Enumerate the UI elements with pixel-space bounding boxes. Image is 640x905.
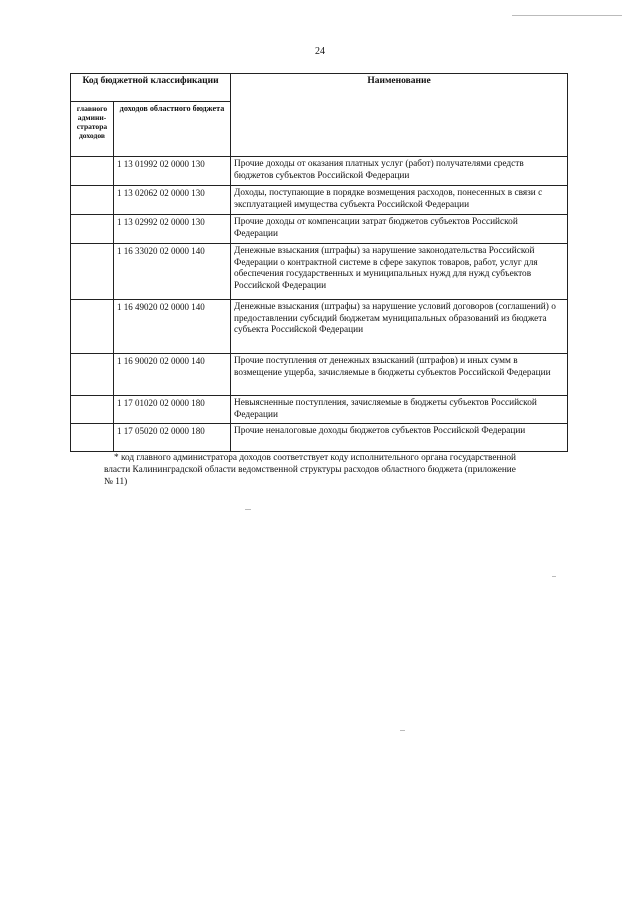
footnote: * код главного администратора доходов соответствует коду исполнительного органа государственной власти Калининградской области ведомственной структуры расходов областного бюджета (приложение № 11) [104,453,517,487]
name-cell: Денежные взыскания (штрафы) за нарушение законодательства Российской Федерации о контрактной системе в сфере закупок товаров, работ, услуг для обеспечения государственных и муниципальных нужд для нужд субъектов Российской Федерации [231,244,568,300]
admin-code-cell [71,424,114,452]
name-cell: Прочие неналоговые доходы бюджетов субъектов Российской Федерации [231,424,568,452]
admin-code-cell [71,354,114,396]
admin-code-cell [71,186,114,215]
revenue-code-cell: 1 16 33020 02 0000 140 [114,244,231,300]
table-row [71,244,568,300]
revenue-code-cell: 1 13 02062 02 0000 130 [114,186,231,215]
revenue-code-cell: 1 13 02992 02 0000 130 [114,215,231,244]
admin-code-cell [71,300,114,354]
revenue-code-header: доходов областного бюджета [114,102,231,157]
scan-mark [512,15,622,16]
page-number: 24 [315,46,325,57]
name-header: Наименование [231,74,568,157]
admin-code-cell [71,244,114,300]
table-row [71,157,568,186]
admin-code-header: главного админи-стратора доходов [71,102,114,157]
revenue-code-cell: 1 16 90020 02 0000 140 [114,354,231,396]
table-row [71,396,568,424]
admin-code-cell [71,396,114,424]
name-cell: Прочие поступления от денежных взысканий (штрафов) и иных сумм в возмещение ущерба, зачисляемые в бюджеты субъектов Российской Федерации [231,354,568,396]
name-cell: Денежные взыскания (штрафы) за нарушение условий договоров (соглашений) о предоставлении субсидий бюджетам муниципальных образований из бюджета субъекта Российской Федерации [231,300,568,354]
admin-code-cell [71,157,114,186]
name-cell: Невыясненные поступления, зачисляемые в бюджеты субъектов Российской Федерации [231,396,568,424]
scan-mark [552,576,556,577]
scan-mark [245,509,251,510]
admin-code-cell [71,215,114,244]
table-row [71,215,568,244]
revenue-code-cell: 1 17 01020 02 0000 180 [114,396,231,424]
table-row [71,354,568,396]
revenue-code-cell: 1 16 49020 02 0000 140 [114,300,231,354]
budget-classification-table [70,73,568,452]
classification-code-header: Код бюджетной классификации [71,74,231,102]
name-cell: Прочие доходы от оказания платных услуг (работ) получателями средств бюджетов субъектов Российской Федерации [231,157,568,186]
table-row [71,186,568,215]
scan-mark [400,730,405,731]
name-cell: Прочие доходы от компенсации затрат бюджетов субъектов Российской Федерации [231,215,568,244]
name-cell: Доходы, поступающие в порядке возмещения расходов, понесенных в связи с эксплуатацией имущества субъекта Российской Федерации [231,186,568,215]
revenue-code-cell: 1 13 01992 02 0000 130 [114,157,231,186]
table-row [71,424,568,452]
table-row [71,300,568,354]
revenue-code-cell: 1 17 05020 02 0000 180 [114,424,231,452]
